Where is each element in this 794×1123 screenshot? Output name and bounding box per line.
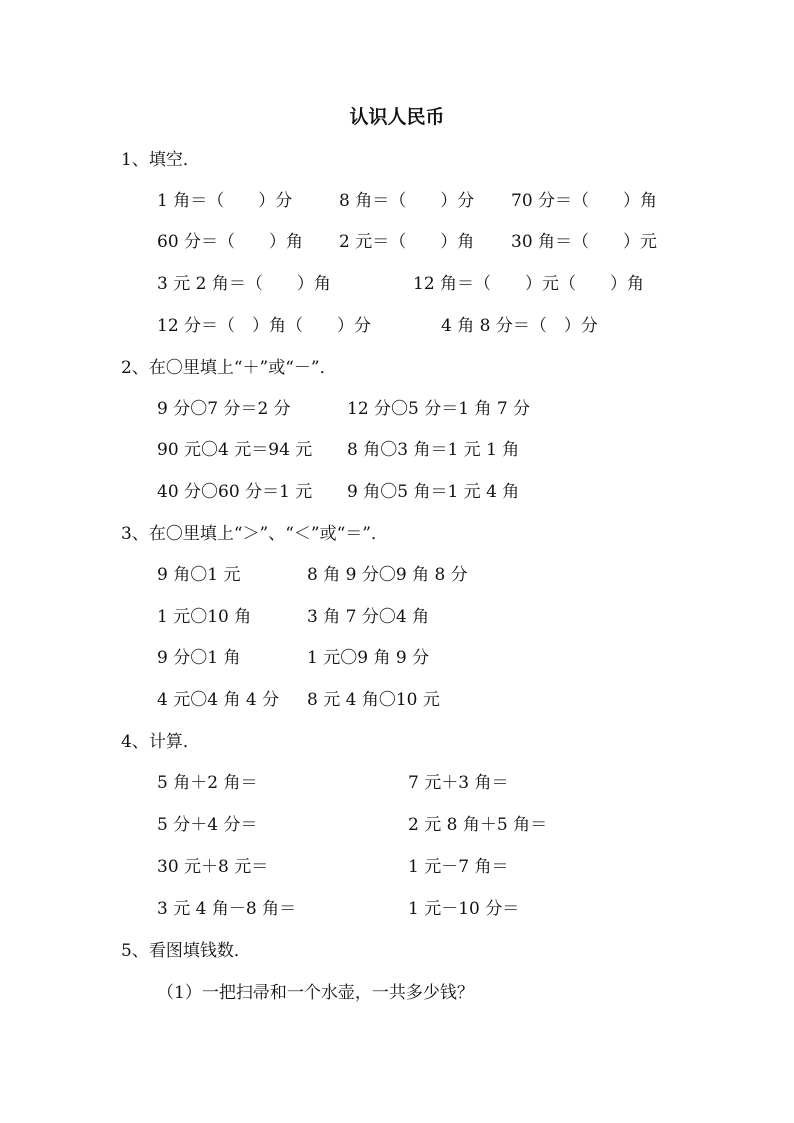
section-3-heading: 3、在〇里填上“＞”、“＜”或“＝”． bbox=[121, 524, 388, 544]
exercise-1-3: 70 分＝（ ）角 bbox=[511, 191, 658, 211]
exercise-3-4: 3 角 7 分〇4 角 bbox=[307, 607, 430, 627]
exercise-4-7: 3 元 4 角－8 角＝ bbox=[157, 899, 297, 919]
exercise-4-2: 7 元＋3 角＝ bbox=[408, 773, 509, 793]
exercise-1-9: 12 分＝（ ）角（ ）分 bbox=[157, 316, 372, 336]
exercise-2-4: 8 角〇3 角＝1 元 1 角 bbox=[347, 440, 520, 460]
exercise-3-2: 8 角 9 分〇9 角 8 分 bbox=[307, 565, 468, 585]
exercise-1-8: 12 角＝（ ）元（ ）角 bbox=[413, 274, 645, 294]
exercise-4-8: 1 元－10 分＝ bbox=[408, 899, 520, 919]
exercise-4-1: 5 角＋2 角＝ bbox=[157, 773, 258, 793]
section-5-heading: 5、看图填钱数． bbox=[121, 941, 251, 961]
section-2-heading: 2、在〇里填上“＋”或“－”． bbox=[121, 358, 337, 378]
exercise-4-4: 2 元 8 角＋5 角＝ bbox=[408, 815, 548, 835]
exercise-1-10: 4 角 8 分＝（ ）分 bbox=[441, 316, 598, 336]
exercise-3-3: 1 元〇10 角 bbox=[157, 607, 252, 627]
exercise-1-7: 3 元 2 角＝（ ）角 bbox=[157, 274, 331, 294]
exercise-3-5: 9 分〇1 角 bbox=[157, 648, 241, 668]
exercise-2-2: 12 分〇5 分＝1 角 7 分 bbox=[347, 399, 531, 419]
section-1-heading: 1、填空． bbox=[121, 150, 200, 170]
question-5-1: （1）一把扫帚和一个水壶，一共多少钱？ bbox=[157, 983, 474, 1003]
page-title: 认识人民币 bbox=[349, 106, 445, 128]
exercise-1-4: 60 分＝（ ）角 bbox=[157, 232, 304, 252]
exercise-4-3: 5 分＋4 分＝ bbox=[157, 815, 258, 835]
section-4-heading: 4、计算． bbox=[121, 732, 200, 752]
exercise-4-5: 30 元＋8 元＝ bbox=[157, 857, 269, 877]
exercise-1-5: 2 元＝（ ）角 bbox=[339, 232, 475, 252]
exercise-3-7: 4 元〇4 角 4 分 bbox=[157, 690, 280, 710]
exercise-1-1: 1 角＝（ ）分 bbox=[157, 191, 293, 211]
exercise-3-8: 8 元 4 角〇10 元 bbox=[307, 690, 440, 710]
exercise-2-5: 40 分〇60 分＝1 元 bbox=[157, 482, 313, 502]
exercise-2-3: 90 元〇4 元＝94 元 bbox=[157, 440, 313, 460]
exercise-3-6: 1 元〇9 角 9 分 bbox=[307, 648, 430, 668]
exercise-2-1: 9 分〇7 分＝2 分 bbox=[157, 399, 291, 419]
exercise-2-6: 9 角〇5 角＝1 元 4 角 bbox=[347, 482, 520, 502]
exercise-4-6: 1 元－7 角＝ bbox=[408, 857, 509, 877]
exercise-3-1: 9 角〇1 元 bbox=[157, 565, 241, 585]
exercise-1-6: 30 角＝（ ）元 bbox=[511, 232, 658, 252]
exercise-1-2: 8 角＝（ ）分 bbox=[339, 191, 475, 211]
